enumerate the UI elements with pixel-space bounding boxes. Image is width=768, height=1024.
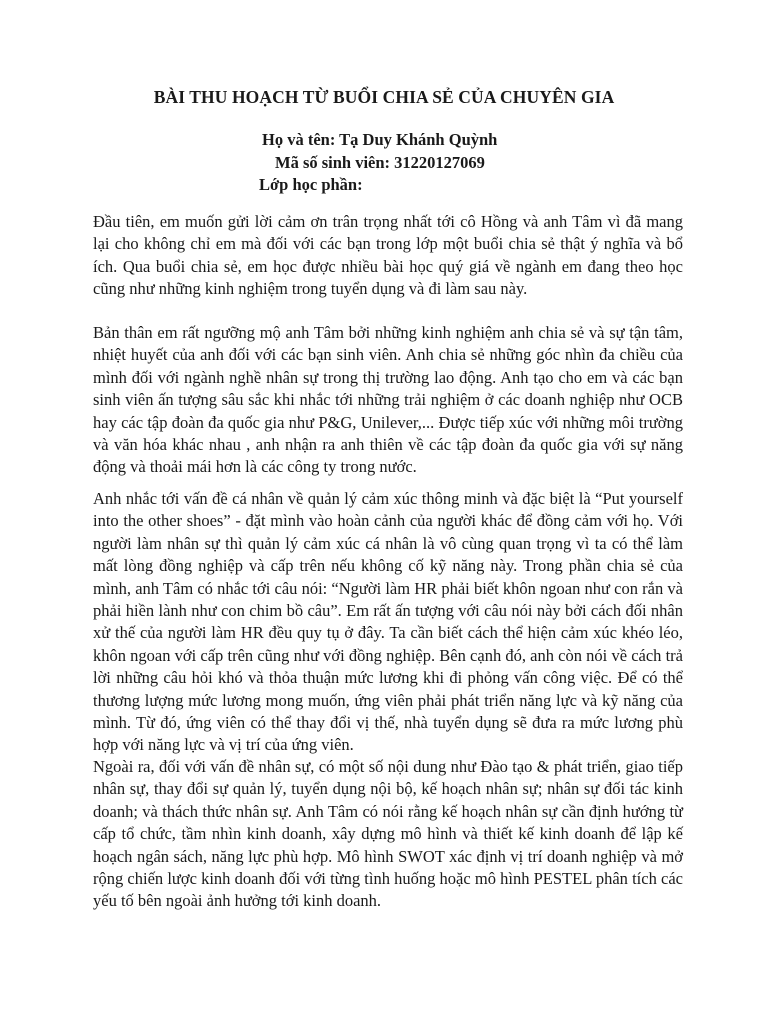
student-name-line: Họ và tên: Tạ Duy Khánh Quỳnh xyxy=(262,130,498,149)
paragraph-admiration: Bản thân em rất ngưỡng mộ anh Tâm bởi những kinh nghiệm anh chia sẻ và sự tận tâm, nhiệt huyết của anh đối với các bạn sinh viên. Anh chia sẻ những góc nhìn đa chiều của mình đối với ngành nghề nhân sự trong thị trường lao động. Anh tạo cho em và các bạn sinh viên ấn tượng sâu sắc khi nhắc tới những trải nghiệm ở các doanh nghiệp như OCB hay các tập đoàn đa quốc gia như P&G, Unilever,... Được tiếp xúc với những môi trường và văn hóa khác nhau , anh nhận ra anh thiên về các tập đoàn đa quốc gia với sự năng động và thoải mái hơn là các công ty trong nước. xyxy=(93,323,683,477)
paragraph-emotion-management: Anh nhắc tới vấn đề cá nhân về quản lý cảm xúc thông minh và đặc biệt là “Put yourself into the other shoes” - đặt mình vào hoàn cảnh của người khác để đồng cảm với họ. Với người làm nhân sự thì quản lý cảm xúc cá nhân là vô cùng quan trọng vì ta có thể làm mất lòng đồng nghiệp và cấp trên nếu không cố kỹ năng này. Trong phần chia sẻ của mình, anh Tâm có nhắc tới câu nói: “Người làm HR phải biết khôn ngoan như con rắn và phải hiền lành như con chim bồ câu”. Em rất ấn tượng với câu nói này bởi cách đối nhân xử thế của người làm HR đều quy tụ ở đây. Ta cần biết cách thể hiện cảm xúc khéo léo, khôn ngoan với cấp trên cũng như với đồng nghiệp. Bên cạnh đó, anh còn nói về cách trả lời những câu hỏi khó và thỏa thuận mức lương khi đi phỏng vấn công việc. Để có thể thương lượng mức lương mong muốn, ứng viên phải phát triển năng lực và kỹ năng của mình. Từ đó, ứng viên có thể thay đổi vị thế, nhà tuyển dụng sẽ đưa ra mức lương phù hợp với năng lực và vị trí của ứng viên. xyxy=(93,489,683,755)
student-id-line: Mã số sinh viên: 31220127069 xyxy=(275,153,485,172)
paragraph-hr-issues: Ngoài ra, đối với vấn đề nhân sự, có một số nội dung như Đào tạo & phát triển, giao tiếp nhân sự, thay đổi sự quản lý, tuyển dụng nội bộ, kế hoạch nhân sự; nhân sự đối tác kinh doanh; và thách thức nhân sự. Anh Tâm có nói rằng kế hoạch nhân sự cần định hướng từ cấp tổ chức, tầm nhìn kinh doanh, xây dựng mô hình và thiết kế kinh doanh để lập kế hoạch ngân sách, năng lực phù hợp. Mô hình SWOT xác định vị trí doanh nghiệp và mở rộng chiến lược kinh doanh đối với từng tình huống hoặc mô hình PESTEL phân tích các yếu tố bên ngoài ảnh hưởng tới kinh doanh. xyxy=(93,757,683,911)
document-title: BÀI THU HOẠCH TỪ BUỔI CHIA SẺ CỦA CHUYÊN GIA xyxy=(153,87,615,107)
paragraph-intro: Đầu tiên, em muốn gửi lời cảm ơn trân trọng nhất tới cô Hồng và anh Tâm vì đã mang lại cho không chỉ em mà đối với các bạn trong lớp một buổi chia sẻ thật ý nghĩa và bổ ích. Qua buổi chia sẻ, em học được nhiều bài học quý giá về ngành em đang theo học cũng như những kinh nghiệm trong tuyển dụng và đi làm sau này. xyxy=(93,212,683,299)
class-line: Lớp học phần: xyxy=(259,175,363,194)
